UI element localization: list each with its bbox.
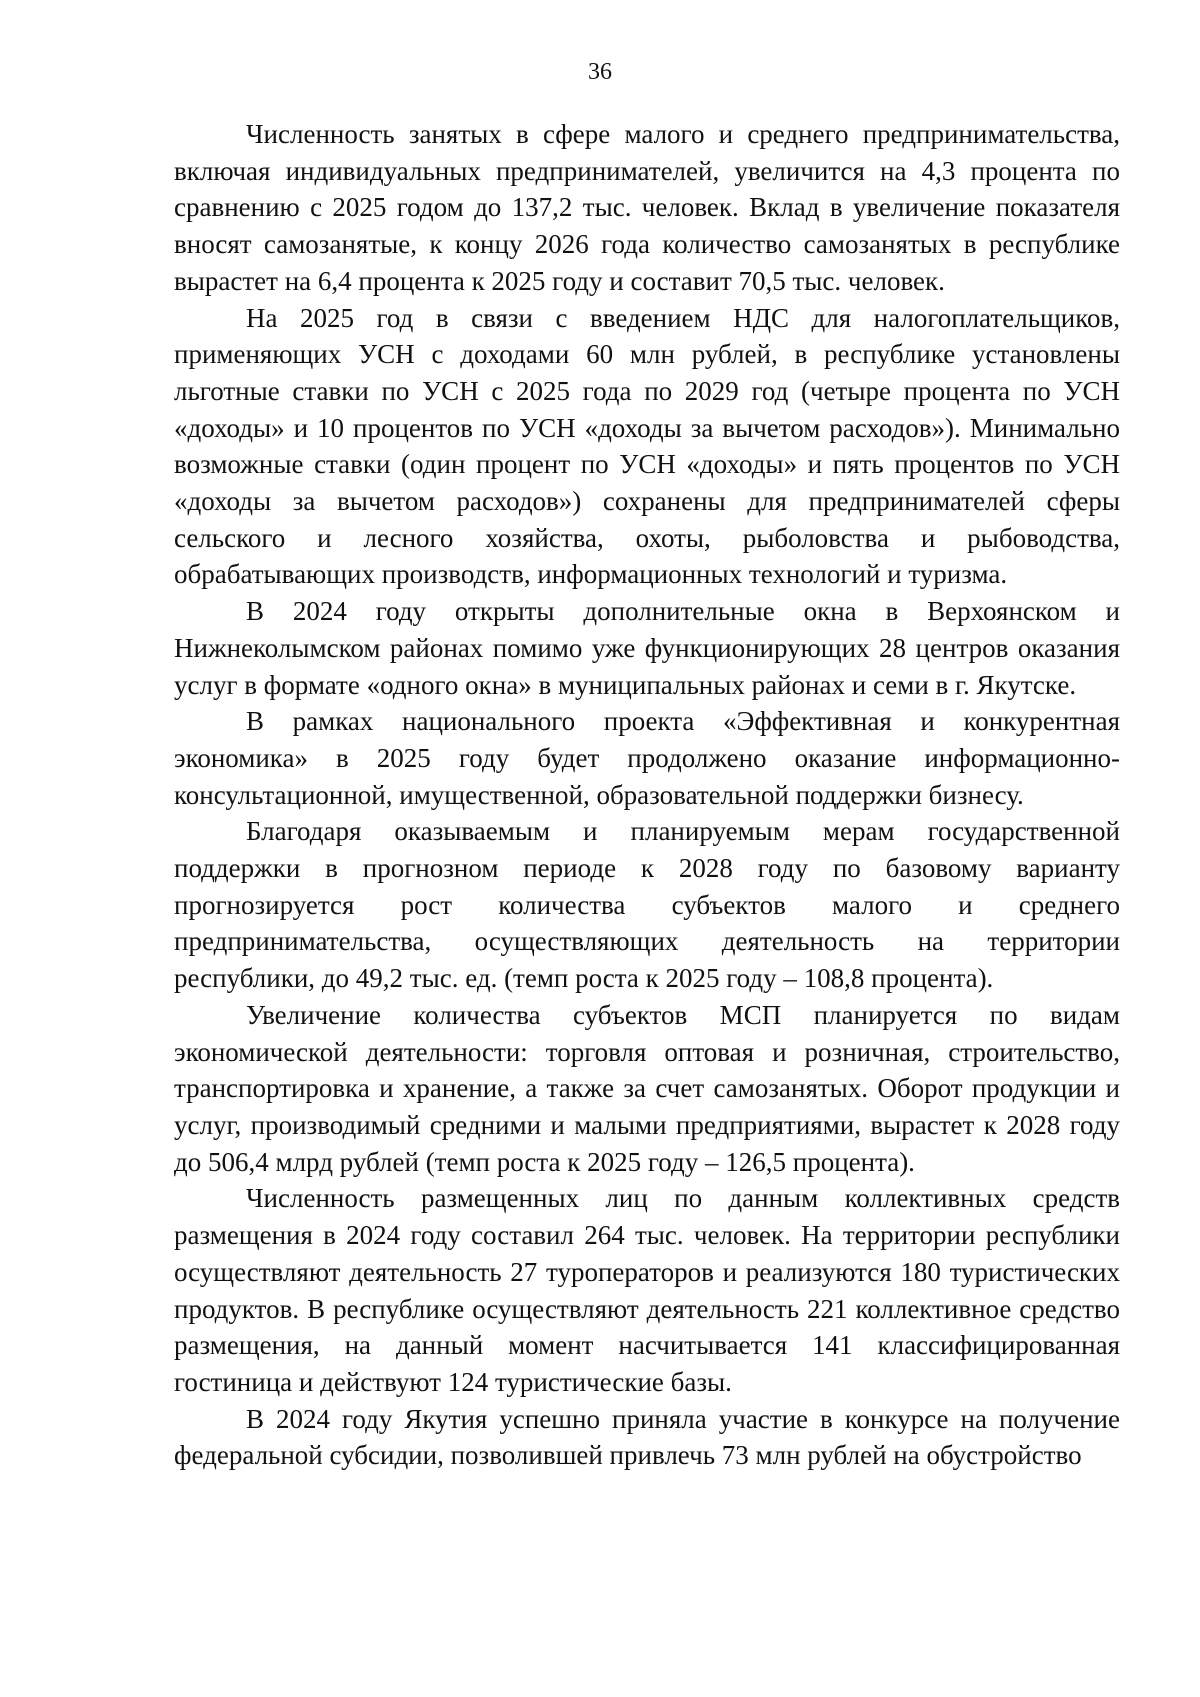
paragraph-msp-employment: Численность занятых в сфере малого и среднего предпринимательства, включая индивидуальных предпринимателей, увеличится на 4,3 процента по сравнению с 2025 годом до 137,2 тыс. человек. Вклад в увеличение показателя вносят самозанятые, к концу 2026 года количество самозанятых в республике вырастет на 6,4 процента к 2025 году и составит 70,5 тыс. человек. <box>174 119 1120 296</box>
paragraph-one-window-centers: В 2024 году открыты дополнительные окна в Верхоянском и Нижнеколымском районах помимо уже функционирующих 28 центров оказания услуг в формате «одного окна» в муниципальных районах и семи в г. Якутске. <box>174 596 1120 700</box>
paragraph-msp-count-forecast: Благодаря оказываемым и планируемым мерам государственной поддержки в прогнозном периоде к 2028 году по базовому варианту прогнозируется рост количества субъектов малого и среднего предпринимательства, осуществляющих деятельность на территории республики, до 49,2 тыс. ед. (темп роста к 2025 году – 108,8 процента). <box>174 816 1120 994</box>
paragraph-msp-turnover: Увеличение количества субъектов МСП планируется по видам экономической деятельности: торговля оптовая и розничная, строительство, транспортировка и хранение, а также за счет самозанятых. Оборот продукции и услуг, производимый средними и малыми предприятиями, вырастет к 2028 году до 506,4 млрд рублей (темп роста к 2025 году – 126,5 процента). <box>174 999 1120 1177</box>
paragraph-tourism-accommodation: Численность размещенных лиц по данным коллективных средств размещения в 2024 году составил 264 тыс. человек. На территории республики осуществляют деятельность 27 туроператоров и реализуются 180 туристических продуктов. В республике осуществляют деятельность 221 коллективное средство размещения, на данный момент насчитывается 141 классифицированная гостиница и действуют 124 туристические базы. <box>174 1183 1120 1397</box>
page-number: 36 <box>588 59 612 85</box>
paragraph-national-project: В рамках национального проекта «Эффективная и конкурентная экономика» в 2025 году будет продолжено оказание информационно-консультационной, имущественной, образовательной поддержки бизнесу. <box>174 706 1120 810</box>
paragraph-usn-rates: На 2025 год в связи с введением НДС для налогоплательщиков, применяющих УСН с доходами 60 млн рублей, в республике установлены льготные ставки по УСН с 2025 года по 2029 год (четыре процента по УСН «доходы» и 10 процентов по УСН «доходы за вычетом расходов»). Минимально возможные ставки (один процент по УСН «доходы» и пять процентов по УСН «доходы за вычетом расходов») сохранены для предпринимателей сферы сельского и лесного хозяйства, охоты, рыболовства и рыбоводства, обрабатывающих производств, информационных технологий и туризма. <box>174 302 1120 590</box>
paragraph-federal-subsidy: В 2024 году Якутия успешно приняла участие в конкурсе на получение федеральной субсидии, позволившей привлечь 73 млн рублей на обустройство <box>174 1403 1120 1471</box>
document-body <box>174 116 1120 1474</box>
